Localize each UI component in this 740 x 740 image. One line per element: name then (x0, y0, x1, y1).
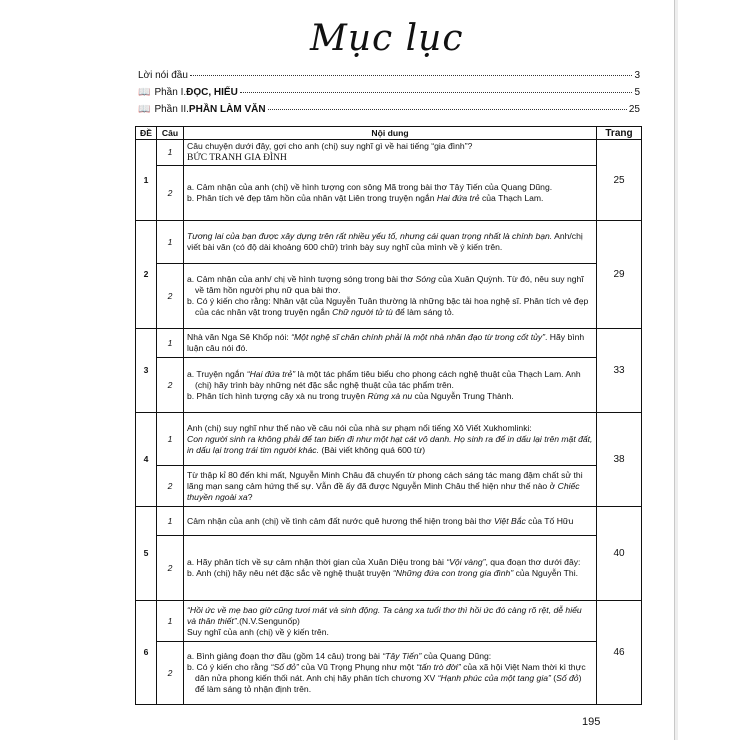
cau-number: 2 (157, 264, 184, 329)
cell-content (184, 166, 597, 221)
text: (Bài viết không quá 600 từ) (318, 444, 426, 455)
page-cell: 38 (597, 413, 642, 507)
text: Suy nghĩ của anh (chị) về ý kiến trên. (187, 626, 329, 637)
table-row (136, 536, 642, 601)
text: a. Cảm nhận của anh/ chị về hình tượng sóng trong bài thơ (187, 274, 416, 284)
item-a (187, 557, 593, 568)
de-number: 3 (136, 329, 157, 413)
header-de: ĐỀ (136, 127, 157, 140)
table-row (136, 221, 642, 264)
text: Nhà văn Nga Sê Khốp nói: (187, 332, 292, 342)
text: a. Truyện ngắn (187, 368, 247, 379)
text: b. Anh (chị) hãy nêu nét đặc sắc về nghệ thuật truyện (187, 568, 393, 578)
cau-number: 2 (157, 166, 184, 221)
table-row (136, 601, 642, 642)
toc-leader (268, 109, 627, 110)
item-b (187, 391, 593, 402)
text: là một tác phẩm tiêu biểu cho phong cách nghệ thuật của Thạch Lam. Anh (chị) hãy trình bày những nét đặc sắc nghệ thuật của tác phẩm trên. (195, 368, 581, 390)
cau-number: 1 (157, 329, 184, 358)
cau-number: 1 (157, 413, 184, 466)
text-italic: “Những đứa con trong gia đình” (392, 568, 514, 578)
text: của xã hội Việt Nam thời kì thực dân nửa phong kiến thối nát. Anh chị hãy phân tích chương XV (195, 662, 586, 683)
text: .(N.V.Sengunốp) (236, 615, 300, 626)
text-italic: Hai đứa trẻ (436, 193, 480, 203)
text-italic: “Hạnh phúc của một tang gia” (437, 673, 551, 683)
text: b. Phân tích vẻ đẹp tâm hồn của nhân vật Liên trong truyện ngắn (187, 193, 437, 203)
cell-content (184, 601, 597, 642)
text: của Thạch Lam. (479, 193, 544, 203)
table-row (136, 329, 642, 358)
de-number: 5 (136, 507, 157, 601)
toc-page: 5 (634, 87, 640, 98)
text: của Xuân Quỳnh. Từ đó, nêu suy nghĩ về tâm hồn người phụ nữ qua bài thơ. (195, 274, 584, 295)
table-header-row (136, 127, 642, 140)
cell-content (184, 413, 597, 466)
de-number: 2 (136, 221, 157, 329)
text-italic: “Số đỏ” (270, 662, 299, 672)
text: b. Có ý kiến cho rằng: Nhân vật của Nguyễn Tuân thường là những bậc tài hoa nghệ sĩ. Phân tích vẻ đẹp của các nhân vật trong truyện ngắn (187, 296, 589, 317)
toc-label-bold: ĐỌC, HIỂU (186, 87, 238, 98)
table-row (136, 642, 642, 705)
table-row (136, 264, 642, 329)
table-row (136, 166, 642, 221)
item-a (187, 651, 593, 662)
cau-number: 2 (157, 536, 184, 601)
page-number: 195 (582, 716, 601, 728)
de-number: 4 (136, 413, 157, 507)
table-row (136, 140, 642, 166)
text: Cảm nhận của anh (chị) về tình cảm đất nước quê hương thể hiện trong bài thơ (187, 515, 494, 526)
page-cell: 46 (597, 601, 642, 705)
page-cell: 33 (597, 329, 642, 413)
text: của Quang Dũng: (421, 651, 492, 661)
text-italic: Chiếc thuyền ngoài xa (187, 480, 580, 502)
toc-entry-preface (138, 70, 640, 81)
book-icon: 📖 (138, 87, 151, 98)
toc-leader (190, 75, 633, 76)
text-italic: Con người sinh ra không phải để tan biến đi như một hạt cát vô danh. Họ sinh ra để in dấu lại trên mặt đất, in dấu lại trong trái tim người khác. (187, 433, 593, 455)
header-trang: Trang (597, 127, 642, 140)
text: ? (247, 491, 253, 502)
cell-content (184, 264, 597, 329)
text-italic: Số đỏ (556, 673, 579, 683)
cell-content (184, 329, 597, 358)
text-italic: “Hồi ức về mẹ bao giờ cũng tươi mát và sinh động. Ta càng xa tuổi thơ thì hồi ức đó càng rõ rệt, dễ hiểu và thân thiết” (187, 604, 582, 626)
text: của Nguyễn Thi. (513, 568, 579, 578)
toc-page: 3 (634, 70, 640, 81)
header-noidung: Nội dung (184, 127, 597, 140)
cell-content (184, 642, 597, 705)
toc-page: 25 (628, 104, 640, 115)
item-b (187, 296, 593, 318)
toc-label-bold: PHẦN LÀM VĂN (188, 104, 266, 115)
item-a (187, 274, 593, 296)
cell-content (184, 140, 597, 166)
page-cell: 25 (597, 140, 642, 221)
de-number: 1 (136, 140, 157, 221)
item-b (187, 662, 593, 695)
text: ) để làm sáng tỏ nhận định trên. (195, 673, 582, 694)
text-italic: Rừng xà nu (367, 390, 413, 401)
cau-number: 1 (157, 221, 184, 264)
table-row (136, 413, 642, 466)
page-cell: 29 (597, 221, 642, 329)
toc-entry-part1 (138, 87, 640, 98)
text-italic: Sóng (415, 274, 436, 284)
cau-number: 1 (157, 507, 184, 536)
page-title: Mục lục (310, 18, 464, 59)
text: Từ thập kỉ 80 đến khi mất, Nguyễn Minh Châu đã chuyển từ phong cách sáng tác mang đậm chất sử thi lãng mạn sang cảm hứng thế sự. Vẫn đề ấy đã được Nguyễn Minh Châu thể hiện như thế nào ở (187, 469, 583, 491)
story-title: BỨC TRANH GIA ĐÌNH (187, 153, 287, 163)
text: của Nguyễn Trung Thành. (412, 390, 514, 401)
toc-leader (240, 92, 633, 93)
toc-label: Phần I. (154, 87, 187, 98)
text: b. Phân tích hình tượng cây xà nu trong truyện (187, 390, 368, 401)
toc-label: Phần II. (154, 104, 189, 115)
text: của Vũ Trọng Phụng như một (298, 662, 417, 672)
toc-entry-part2 (138, 104, 640, 115)
cau-number: 1 (157, 140, 184, 166)
de-number: 6 (136, 601, 157, 705)
header-cau: Câu (157, 127, 184, 140)
table-row (136, 466, 642, 507)
cau-number: 2 (157, 466, 184, 507)
cau-number: 1 (157, 601, 184, 642)
item-a (187, 369, 593, 391)
cell-content (184, 221, 597, 264)
text: để làm sáng tỏ. (392, 307, 454, 317)
text: b. Có ý kiến cho rằng (187, 662, 271, 672)
book-icon: 📖 (138, 104, 151, 115)
cell-content (184, 466, 597, 507)
item-b (187, 193, 593, 204)
book-page (100, 0, 675, 740)
text-italic: “Tây Tiến” (382, 651, 422, 661)
cell-content (184, 507, 597, 536)
text-italic: Tương lai của bạn được xây dựng trên rất nhiều yếu tố, nhưng cái quan trọng nhất là chính bạn. (187, 231, 553, 241)
cau-number: 2 (157, 358, 184, 413)
text: ( (550, 673, 557, 683)
text-italic: “Một nghệ sĩ chân chính phải là một nhà nhân đạo từ trong cốt tủy” (291, 332, 546, 342)
text-italic: Chữ người tử tù (332, 307, 393, 317)
text: a. Bình giảng đoạn thơ đầu (gồm 14 câu) trong bài (187, 651, 383, 661)
page-cell: 40 (597, 507, 642, 601)
cau-number: 2 (157, 642, 184, 705)
text-italic: “tấn trò đời” (416, 662, 461, 672)
text: , qua đoạn thơ dưới đây: (485, 557, 581, 567)
text-italic: Việt Bắc (493, 515, 526, 526)
text: Anh/chị viết bài văn (có độ dài khoảng 600 chữ) trình bày suy nghĩ của mình về ý kiến trên. (187, 231, 583, 252)
cell-content (184, 536, 597, 601)
table-row (136, 358, 642, 413)
toc-label: Lời nói đầu (138, 70, 188, 81)
text-italic: “Hai đứa trẻ” (246, 368, 296, 379)
item-a: a. Cảm nhận của anh (chị) về hình tượng con sông Mã trong bài thơ Tây Tiến của Quang Dũng. (187, 182, 553, 192)
table-row (136, 507, 642, 536)
text: Anh (chị) suy nghĩ như thế nào về câu nói của nhà sư phạm nổi tiếng Xô Viết Xukhomlinki: (187, 422, 532, 433)
text-italic: “Vội vàng” (446, 557, 486, 567)
text: . Hãy bình luận câu nói đó. (187, 332, 585, 353)
text: a. Hãy phân tích về sự cảm nhận thời gian của Xuân Diệu trong bài (187, 557, 447, 567)
item-b (187, 568, 593, 579)
text: của Tố Hữu (525, 515, 574, 526)
contents-table (135, 126, 642, 705)
cell-content (184, 358, 597, 413)
text: Câu chuyện dưới đây, gợi cho anh (chị) suy nghĩ gì về hai tiếng “gia đình”? (187, 141, 473, 151)
